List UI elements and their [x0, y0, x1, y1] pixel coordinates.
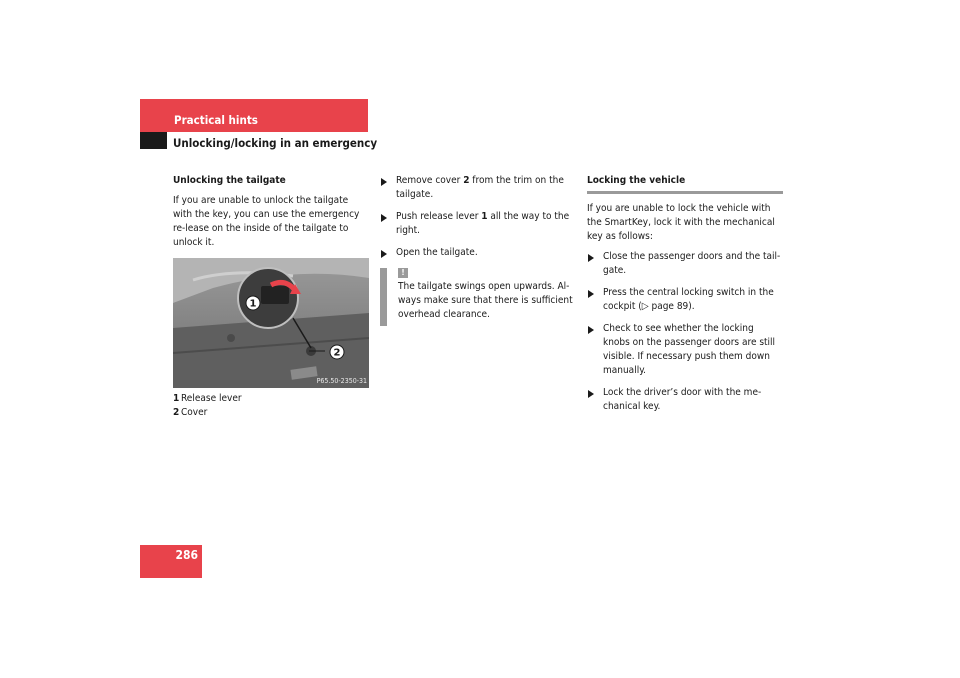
step-press-locking-switch: [587, 286, 783, 314]
callout-1-icon: [245, 295, 261, 311]
figure-code: P65.50-2350-31: [316, 377, 367, 385]
step-push-lever: [380, 210, 576, 238]
column-unlocking-tailgate: [173, 174, 369, 420]
header-marker-block: [140, 132, 167, 149]
legend-number: 2: [173, 407, 180, 418]
intro-unlocking-tailgate: If you are unable to unlock the tailgate with the key, you can use the emergency re-lease on the inside of the tailgate to unlock it.: [173, 195, 360, 248]
step-text: Lock the driver’s door with the me-chanical key.: [603, 387, 762, 412]
step-text: Open the tailgate.: [396, 247, 478, 258]
step-close-doors: [587, 250, 783, 278]
heading-unlocking-tailgate: Unlocking the tailgate: [173, 175, 286, 186]
step-text: from the trim on the tailgate.: [396, 175, 564, 200]
legend-text: Release lever: [181, 393, 242, 404]
page-subtitle: Unlocking/locking in an emergency: [173, 136, 378, 150]
legend-number: 1: [173, 393, 180, 404]
step-text: Press the central locking switch in the cockpit (▷ page 89).: [603, 287, 774, 312]
warning-text: The tailgate swings open upwards. Al-ways make sure that there is sufficient overhead clearance.: [398, 281, 573, 320]
triangle-arrow-icon: [381, 178, 387, 186]
triangle-arrow-icon: [381, 214, 387, 222]
step-text: Close the passenger doors and the tail-gate.: [603, 251, 781, 276]
section-title: Practical hints: [174, 113, 258, 127]
tailgate-figure: [173, 258, 369, 388]
step-open-tailgate: [380, 246, 576, 260]
triangle-arrow-icon: [588, 254, 594, 262]
step-text: Remove cover: [396, 175, 464, 186]
svg-text:1: 1: [249, 298, 257, 310]
page-number: 286: [175, 548, 198, 562]
heading-locking-vehicle: Locking the vehicle: [587, 174, 783, 194]
triangle-arrow-icon: [381, 250, 387, 258]
warning-bar: [380, 268, 387, 326]
step-text: Push release lever: [396, 211, 482, 222]
svg-text:2: 2: [333, 347, 341, 359]
legend-text: Cover: [181, 407, 208, 418]
triangle-arrow-icon: [588, 390, 594, 398]
step-ref-number: 1: [481, 211, 488, 222]
legend-item-cover: [173, 406, 369, 420]
callout-2-icon: [329, 344, 345, 360]
triangle-arrow-icon: [588, 326, 594, 334]
legend-item-release-lever: [173, 392, 369, 406]
step-remove-cover: [380, 174, 576, 202]
exclamation-icon: !: [398, 268, 408, 278]
intro-locking-vehicle: If you are unable to lock the vehicle with the SmartKey, lock it with the mechanical key as follows:: [587, 203, 775, 242]
column-locking-vehicle: [587, 174, 783, 422]
step-lock-drivers-door: [587, 386, 783, 414]
step-check-locking-knobs: [587, 322, 783, 378]
step-text: all the way to the right.: [396, 211, 570, 236]
step-ref-number: 2: [463, 175, 470, 186]
column-tailgate-steps: [380, 174, 576, 322]
tailgate-illustration: [173, 258, 369, 388]
step-text: Check to see whether the locking knobs on the passenger doors are still visible. If necessary push them down manually.: [603, 323, 776, 376]
triangle-arrow-icon: [588, 290, 594, 298]
warning-box: [380, 268, 576, 322]
